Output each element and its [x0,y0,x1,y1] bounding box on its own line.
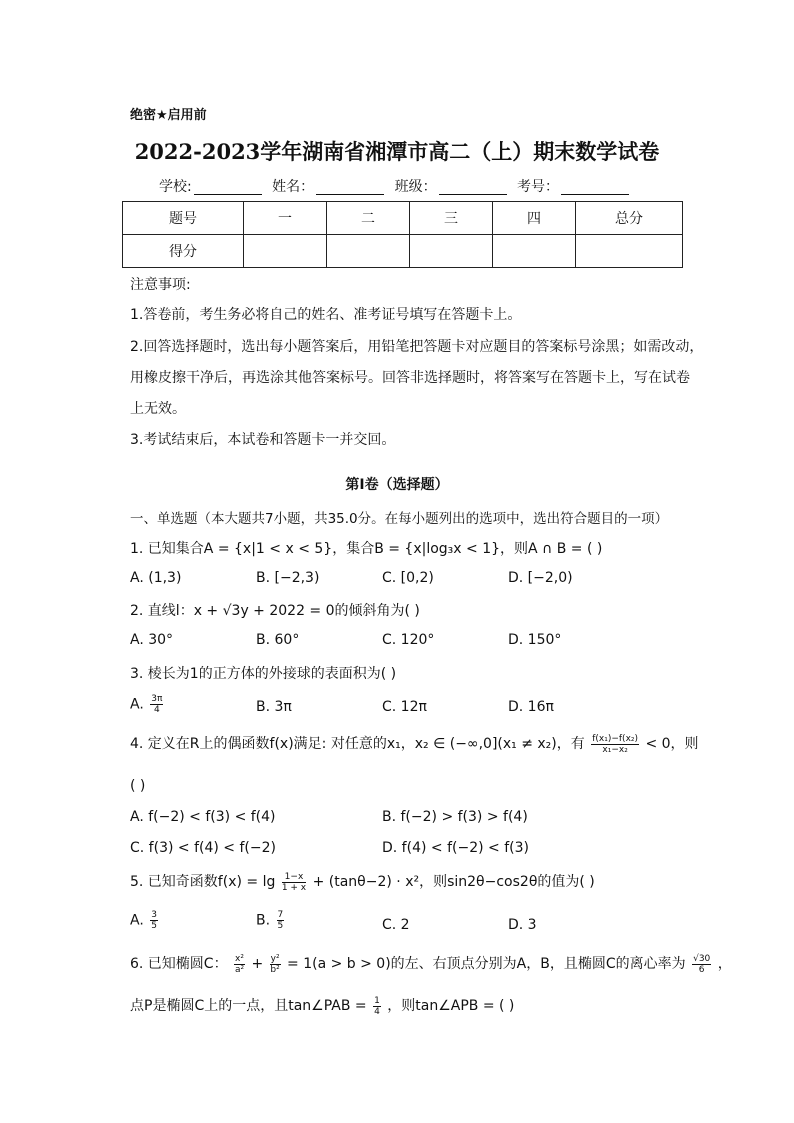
question-4 [130,733,699,755]
student-info-row [0,176,794,196]
school-blank[interactable] [194,180,262,195]
table-cell: 四 [493,202,576,235]
q3-option-a[interactable] [130,694,165,715]
table-cell: 三 [410,202,493,235]
q5-option-a-fraction [150,910,158,931]
q3-option-a-fraction [150,694,163,715]
q5-text-b: + (tanθ−2) · x²，则sin2θ−cos2θ的值为( ) [312,874,595,890]
note-2c: 上无效。 [130,401,186,417]
fraction-denominator: a² [234,964,245,975]
table-row [123,235,683,268]
fraction-numerator: 7 [277,910,284,920]
q4-option-c[interactable]: C. f(3) < f(4) < f(−2) [130,840,276,856]
name-label: 姓名： [272,179,315,195]
class-blank[interactable] [439,180,507,195]
fraction-denominator: x₁−x₂ [602,744,628,755]
fraction-denominator: b² [270,964,280,975]
fraction-numerator: 1−x [282,872,306,883]
q4-fraction [591,734,639,755]
fraction-numerator: 3 [151,910,157,920]
q4-answer-paren: ( ) [130,778,146,794]
fraction-denominator: 4 [374,1006,380,1017]
q4-text-a: 4. 定义在R上的偶函数f(x)满足: 对任意的x₁，x₂ ∈ (−∞,0](x₁ ≠ x₂)，有 [130,736,585,752]
question-2: 2. 直线l：x + √3y + 2022 = 0的倾斜角为( ) [130,603,420,619]
q4-option-d[interactable]: D. f(4) < f(−2) < f(3) [382,840,529,856]
table-cell: 得分 [123,235,244,268]
score-cell[interactable] [576,235,683,268]
q6-fraction-e [692,954,711,975]
score-cell[interactable] [244,235,327,268]
q1-option-d[interactable]: D. [−2,0) [508,570,573,586]
question-6-line-2 [130,995,514,1017]
q5-option-a[interactable] [130,910,160,931]
score-table [122,201,683,268]
fraction-denominator: 4 [153,705,160,715]
q1-option-c[interactable]: C. [0,2) [382,570,434,586]
q4-option-a[interactable]: A. f(−2) < f(3) < f(4) [130,809,276,825]
fraction-numerator: f(x₁)−f(x₂) [592,733,639,744]
question-6 [130,953,732,975]
question-1: 1. 已知集合A = {x|1 < x < 5}，集合B = {x|log₃x < 1}，则A ∩ B = ( ) [130,541,603,557]
q5-text-a: 5. 已知奇函数f(x) = lg [130,874,276,890]
q2-option-a[interactable]: A. 30° [130,632,174,648]
part-heading: 一、单选题（本大题共7小题，共35.0分。在每小题列出的选项中，选出符合题目的一项） [130,511,669,527]
q6-text-d1: 点P是椭圆C上的一点，且tan∠PAB = [130,998,367,1014]
q3-option-c[interactable]: C. 12π [382,699,427,715]
q5-option-b-fraction [277,910,285,931]
table-cell: 二 [327,202,410,235]
q3-option-d[interactable]: D. 16π [508,699,554,715]
fraction-denominator: 1 + x [281,882,307,893]
fraction-denominator: 6 [698,964,705,975]
note-2a: 2.回答选择题时，选出每小题答案后，用铅笔把答题卡对应题目的答案标号涂黑；如需改动， [130,339,704,355]
fraction-numerator: 1 [374,995,380,1006]
name-blank[interactable] [316,180,384,195]
note-1: 1.答卷前，考生务必将自己的姓名、准考证号填写在答题卡上。 [130,307,522,323]
fraction-denominator: 5 [277,921,284,931]
q3-option-a-label: A. [130,696,144,713]
school-label: 学校: [158,179,192,195]
class-label: 班级： [394,179,437,195]
id-blank[interactable] [561,180,629,195]
id-label: 考号： [517,179,560,195]
notes-title: 注意事项: [130,277,191,293]
note-2b: 用橡皮擦干净后，再选涂其他答案标号。回答非选择题时，将答案写在答题卡上，写在试卷 [130,370,690,386]
q2-option-d[interactable]: D. 150° [508,632,562,648]
q2-option-b[interactable]: B. 60° [256,632,300,648]
q5-option-c[interactable]: C. 2 [382,917,410,933]
q6-text-d2: ，则tan∠APB = ( ) [387,998,515,1014]
table-cell: 题号 [123,202,244,235]
q4-text-b: < 0，则 [645,736,699,752]
q1-option-b[interactable]: B. [−2,3) [256,570,320,586]
q6-text-c: ， [717,956,732,972]
q1-option-a[interactable]: A. (1,3) [130,570,182,586]
question-3: 3. 棱长为1的正方体的外接球的表面积为( ) [130,666,397,682]
table-cell: 一 [244,202,327,235]
q6-plus: + [251,956,264,972]
question-5 [130,871,595,893]
table-cell: 总分 [576,202,683,235]
q5-option-a-label: A. [130,912,144,929]
fraction-numerator: √30 [693,953,711,964]
fraction-denominator: 5 [151,921,157,931]
fraction-numerator: x² [235,953,244,964]
table-row [123,202,683,235]
q2-option-c[interactable]: C. 120° [382,632,435,648]
q4-option-b[interactable]: B. f(−2) > f(3) > f(4) [382,809,528,825]
q6-text-b: = 1(a > b > 0)的左、右顶点分别为A，B，且椭圆C的离心率为 [287,956,686,972]
q6-text-a: 6. 已知椭圆C： [130,956,228,972]
score-cell[interactable] [493,235,576,268]
q6-fraction-x [234,954,245,975]
q5-fraction [282,872,306,893]
fraction-numerator: 3π [151,694,163,704]
section-heading: 第I卷（选择题） [345,477,449,493]
q5-option-b[interactable] [256,910,286,931]
q6-fraction-tan [373,996,381,1017]
page-title: 2022-2023学年湖南省湘潭市高二（上）期末数学试卷 [134,139,660,164]
score-cell[interactable] [327,235,410,268]
fraction-numerator: y² [270,953,280,964]
q3-option-b[interactable]: B. 3π [256,699,292,715]
q5-option-b-label: B. [256,912,271,929]
note-3: 3.考试结束后，本试卷和答题卡一并交回。 [130,432,396,448]
q5-option-d[interactable]: D. 3 [508,917,537,933]
score-cell[interactable] [410,235,493,268]
secret-label: 绝密★启用前 [130,108,207,123]
q6-fraction-y [270,954,281,975]
